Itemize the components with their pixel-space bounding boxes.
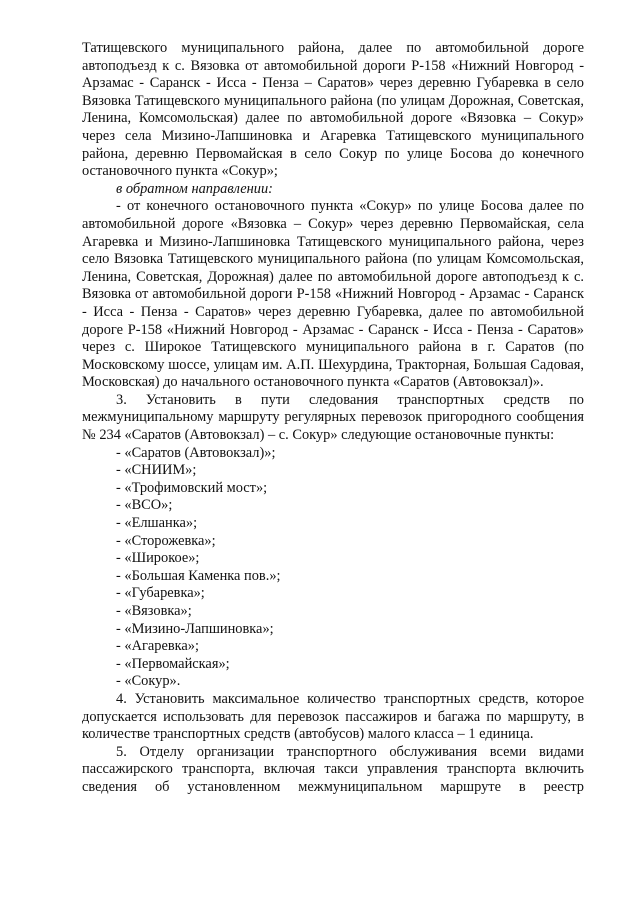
- list-item: - «СНИИМ»;: [116, 462, 197, 479]
- list-item: - «Трофимовский мост»;: [116, 479, 268, 496]
- item-5-paragraph: 5. Отделу организации транспортного обслуживания всеми видами пассажирского транспорта, включая такси управления транспорта включить сведения об установленном межмуниципальном маршруте в реестр: [82, 743, 584, 795]
- list-item: - «Первомайская»;: [116, 655, 230, 672]
- item-4-paragraph: 4. Установить максимальное количество транспортных средств, которое допускается использовать для перевозок пассажиров и багажа по маршруту, в количестве транспортных средств (автобусов) малого класса – 1 единица.: [82, 690, 584, 743]
- list-item: - «ВСО»;: [116, 497, 173, 514]
- reverse-route-paragraph: - от конечного остановочного пункта «Сокур» по улице Босова далее по автомобильной дороге «Вязовка – Сокур» через деревню Первомайская, села Агаревка и Мизино-Лапшиновка Татищевского муниципального района, через село Вязовка Татищевского муниципального района (по улицам Комсомольская, Ленина, Советская, Дорожная) далее по автомобильной дороге автоподъезд к с. Вязовка от автомобильной дороги Р-158 «Нижний Новгород - Арзамас - Саранск - Исса - Пенза - Саратов» через деревню Губаревка, далее по автомобильной дороге Р-158 «Нижний Новгород - Арзамас - Саранск - Исса - Пенза - Саратов» через с. Широкое Татищевского муниципального района в г. Саратов (по Московскому шоссе, улицам им. А.П. Шехурдина, Тракторная, Большая Садовая, Московская) до начального остановочного пункта «Саратов (Автовокзал)».: [82, 198, 584, 391]
- reverse-direction-heading: в обратном направлении:: [116, 180, 273, 197]
- list-item: - «Сокур».: [116, 673, 181, 690]
- stops-list: [82, 445, 584, 691]
- route-continuation-paragraph: Татищевского муниципального района, далее по автомобильной дороге автоподъезд к с. Вязовка от автомобильной дороги Р-158 «Нижний Новгород - Арзамас - Саранск - Исса - Пенза – Саратов» через деревню Губаревка в село Вязовка Татищевского муниципального района (по улицам Дорожная, Советская, Ленина, Комсомольская) далее по автомобильной дороге «Вязовка – Сокур» через села Мизино-Лапшиновка и Агаревка Татищевского муниципального района, деревню Первомайская в село Сокур по улице Босова до конечного остановочного пункта «Сокур»;: [82, 40, 584, 180]
- list-item: - «Агаревка»;: [116, 638, 199, 655]
- list-item: - «Мизино-Лапшиновка»;: [116, 620, 274, 637]
- list-item: - «Сторожевка»;: [116, 532, 216, 549]
- list-item: - «Большая Каменка пов.»;: [116, 567, 281, 584]
- item-3-paragraph: 3. Установить в пути следования транспортных средств по межмуниципальному маршруту регулярных перевозок пригородного сообщения № 234 «Саратов (Автовокзал) – с. Сокур» следующие остановочные пункты:: [82, 391, 584, 444]
- list-item: - «Широкое»;: [116, 550, 200, 567]
- list-item: - «Губаревка»;: [116, 585, 205, 602]
- list-item: - «Вязовка»;: [116, 603, 192, 619]
- list-item: - «Саратов (Автовокзал)»;: [116, 444, 276, 461]
- list-item: - «Елшанка»;: [116, 515, 198, 532]
